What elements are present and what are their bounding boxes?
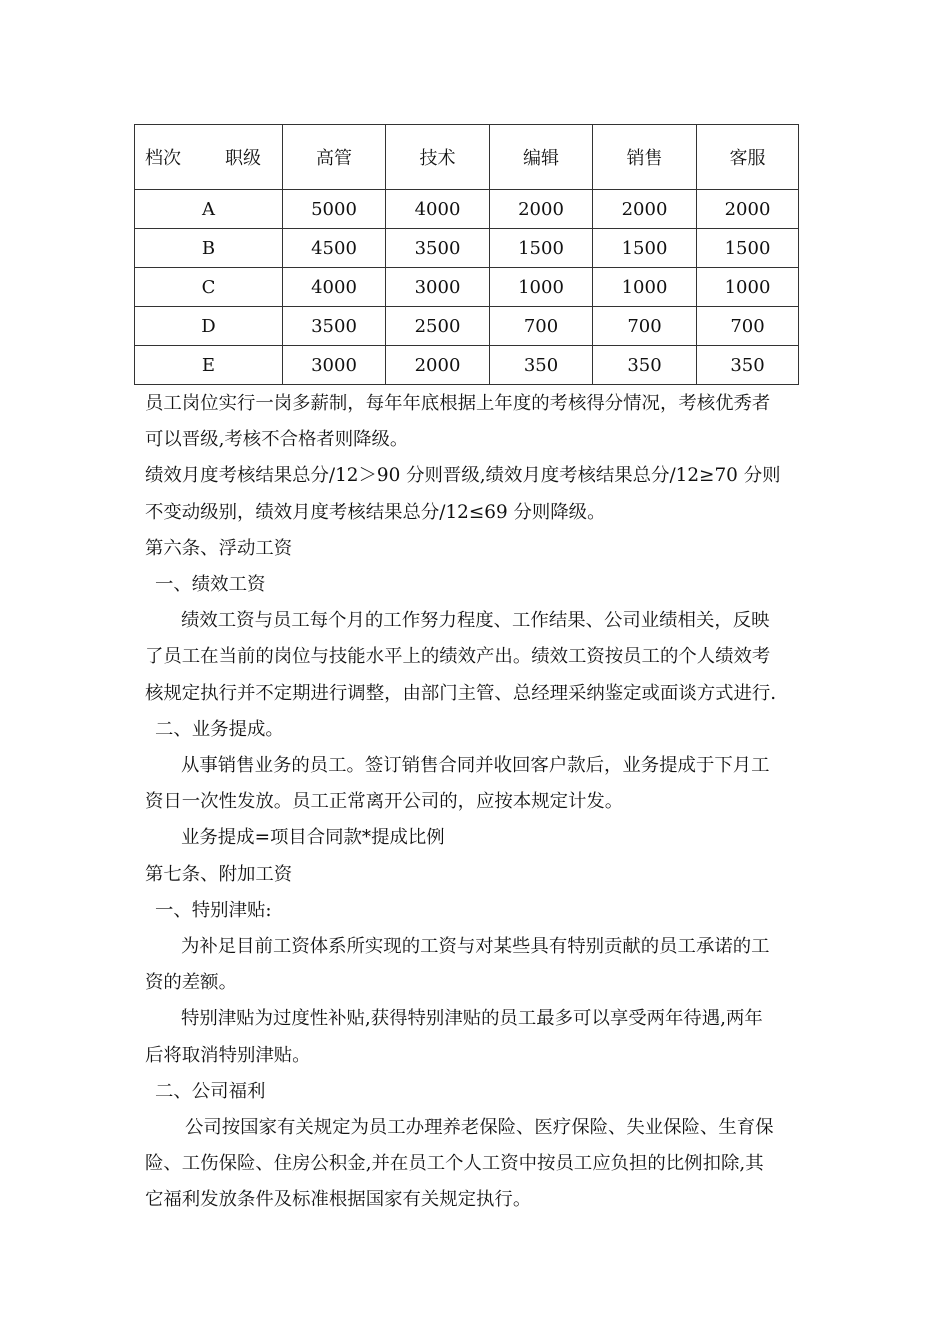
paragraph-line: 它福利发放条件及标准根据国家有关规定执行。 [145,1189,532,1211]
column-header: 销售 [593,125,697,190]
paragraph-line: 后将取消特别津贴。 [145,1044,311,1066]
table-row [135,307,799,346]
paragraph-line: 员工岗位实行一岗多薪制，每年年底根据上年度的考核得分情况，考核优秀者 [145,393,771,414]
row-grade: A [135,190,283,229]
paragraph-line: 为补足目前工资体系所实现的工资与对某些具有特别贡献的员工承诺的工 [181,936,770,958]
table-cell: 2000 [386,346,490,385]
table-row [135,229,799,268]
column-header: 高管 [283,125,386,190]
paragraph-line: 特别津贴为过度性补贴,获得特别津贴的员工最多可以享受两年待遇,两年 [181,1008,763,1030]
table-cell: 2500 [386,307,490,346]
article-6-heading: 第六条、浮动工资 [145,537,293,559]
table-corner-header [135,125,283,190]
article-7-heading: 第七条、附加工资 [145,863,293,885]
document-body [145,386,810,1219]
table-row [135,346,799,385]
row-grade: B [135,229,283,268]
table-cell: 3000 [283,346,386,385]
table-cell: 1500 [697,229,799,268]
table-cell: 1000 [697,268,799,307]
table-header-row [135,125,799,190]
table-row [135,268,799,307]
paragraph-line: 从事销售业务的员工。签订销售合同并收回客户款后，业务提成于下月工 [181,755,770,777]
paragraph-line: 资日一次性发放。员工正常离开公司的，应按本规定计发。 [145,791,624,813]
row-grade: C [135,268,283,307]
section-heading: 二、公司福利 [155,1080,266,1102]
section-heading: 一、特别津贴: [155,899,272,921]
table-cell: 3000 [386,268,490,307]
table-cell: 3500 [283,307,386,346]
table-cell: 1000 [593,268,697,307]
table-row [135,190,799,229]
section-heading: 一、绩效工资 [155,574,266,596]
paragraph-line: 险、工伤保险、住房公积金,并在员工个人工资中按员工应负担的比例扣除,其 [145,1153,764,1175]
paragraph-line: 不变动级别，绩效月度考核结果总分/12≤69 分则降级。 [145,501,606,523]
column-header: 技术 [386,125,490,190]
table-cell: 350 [490,346,593,385]
table-cell: 4000 [283,268,386,307]
table-cell: 1500 [490,229,593,268]
paragraph-line: 绩效工资与员工每个月的工作努力程度、工作结果、公司业绩相关，反映 [181,610,770,632]
paragraph-line: 公司按国家有关规定为员工办理养老保险、医疗保险、失业保险、生育保 [185,1117,774,1139]
table-cell: 2000 [593,190,697,229]
row-grade: E [135,346,283,385]
table-cell: 2000 [697,190,799,229]
paragraph-line: 绩效月度考核结果总分/12＞90 分则晋级,绩效月度考核结果总分/12≥70 分则 [145,465,781,487]
table-cell: 2000 [490,190,593,229]
table-cell: 5000 [283,190,386,229]
table-cell: 1000 [490,268,593,307]
paragraph-line: 可以晋级,考核不合格者则降级。 [145,429,409,451]
section-heading: 二、业务提成。 [155,718,284,740]
table-cell: 700 [697,307,799,346]
paragraph-line: 了员工在当前的岗位与技能水平上的绩效产出。绩效工资按员工的个人绩效考 [145,646,771,668]
paragraph-line: 核规定执行并不定期进行调整，由部门主管、总经理采纳鉴定或面谈方式进行. [145,682,777,704]
column-header: 客服 [697,125,799,190]
formula-line: 业务提成=项目合同款*提成比例 [181,827,445,849]
corner-level-label: 职级 [225,148,261,169]
table-cell: 3500 [386,229,490,268]
row-grade: D [135,307,283,346]
table-cell: 4000 [386,190,490,229]
table-cell: 4500 [283,229,386,268]
column-header: 编辑 [490,125,593,190]
corner-grade-label: 档次 [145,148,181,169]
table-cell: 350 [697,346,799,385]
table-cell: 1500 [593,229,697,268]
table-cell: 700 [490,307,593,346]
table-cell: 700 [593,307,697,346]
table-cell: 350 [593,346,697,385]
paragraph-line: 资的差额。 [145,972,237,994]
salary-grade-table [134,124,799,385]
